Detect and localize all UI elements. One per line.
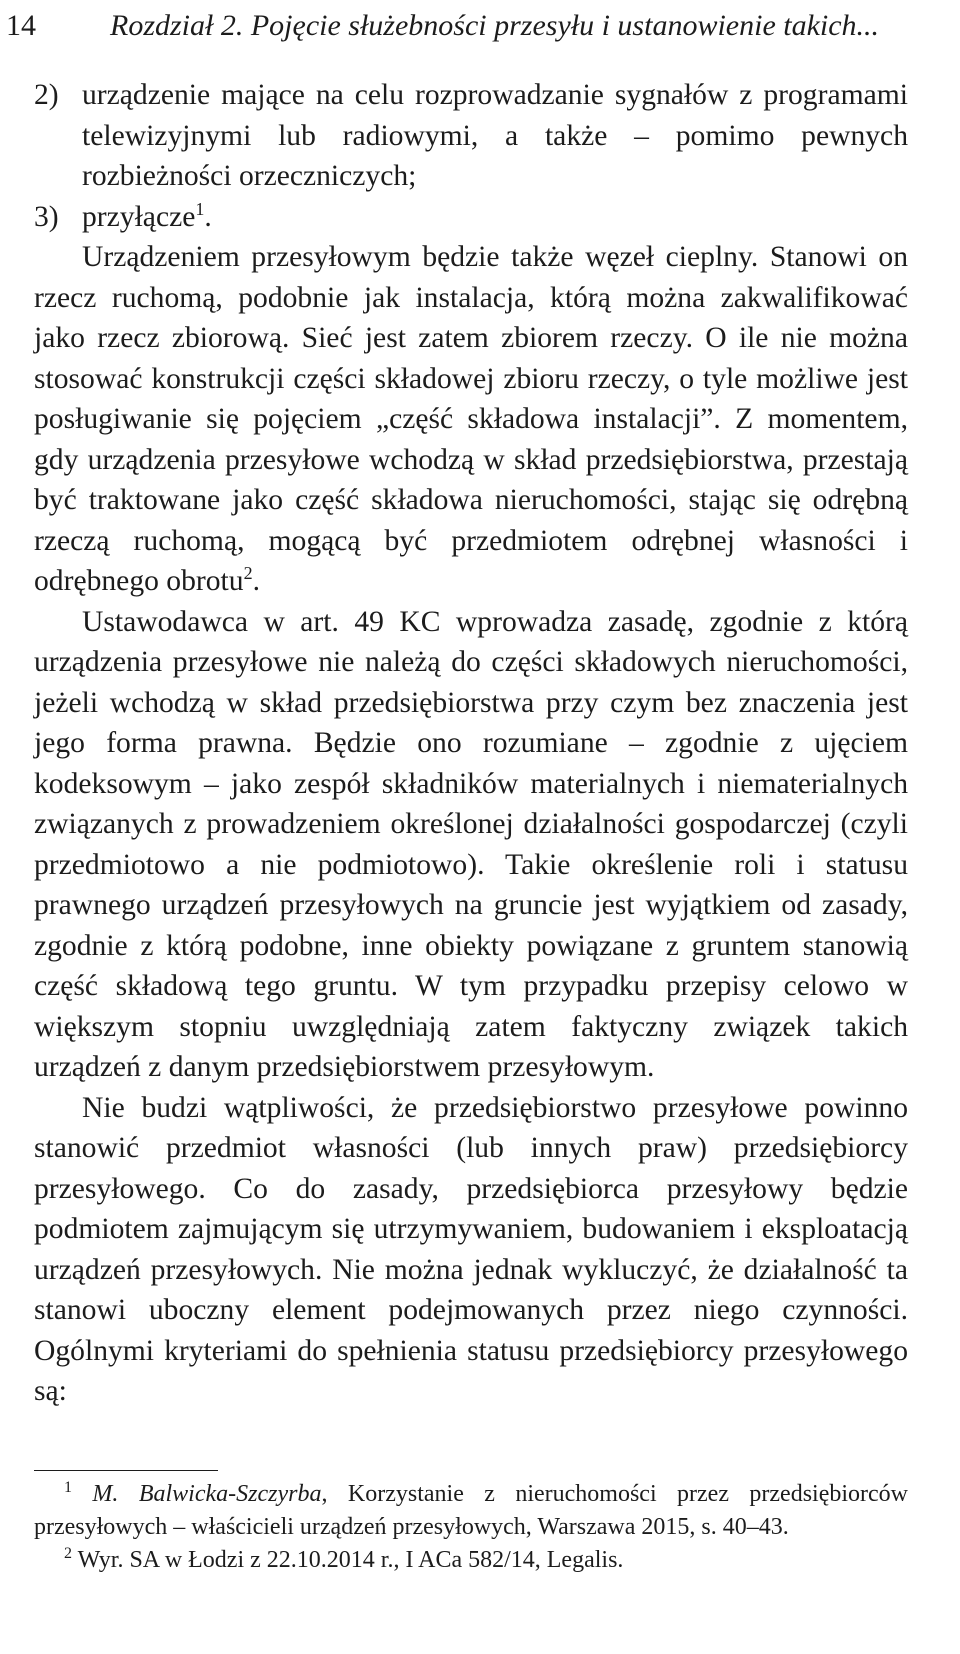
paragraph-tail: . (252, 565, 260, 597)
list-item-number: 3) (34, 200, 59, 233)
footnote-number: 1 (64, 1479, 72, 1496)
list-item-number: 2) (34, 79, 59, 111)
footnote-author: M. Balwicka-Szczyrba (92, 1481, 322, 1507)
footnotes (34, 1478, 908, 1577)
footnote-text: Wyr. SA w Łodzi z 22.10.2014 r., I ACa 582/14, Legalis. (77, 1547, 624, 1573)
footnote-text: , Korzystanie z nieruchomości przez przedsiębiorców przesyłowych – właścicieli urządzeń przesyłowych, Warszawa 2015, s. 40–43. (34, 1481, 909, 1540)
footnote-number: 2 (64, 1545, 72, 1562)
list-item-text: urządzenie mające na celu rozprowadzanie sygnałów z programami telewizyjnymi lub radiowymi, a także – pomimo pewnych rozbieżności orzeczniczych; (82, 79, 908, 192)
paragraph (34, 1088, 908, 1412)
page-number: 14 (6, 9, 36, 42)
footnote-ref: 1 (195, 198, 205, 219)
footnote-ref: 2 (243, 563, 253, 584)
paragraph-text: Ustawodawca w art. 49 KC wprowadza zasadę, zgodnie z którą urządzenia przesyłowe nie należą do części składowych nieruchomości, jeżeli wchodzą w skład przedsiębiorstwa przy czym bez znaczenia jest jego forma prawna. Będzie ono rozumiane – zgodnie z ujęciem kodeksowym – jako zespół składników materialnych i niematerialnych związanych z prowadzeniem określonej działalności gospodarczej (czyli przedmiotowo a nie podmiotowo). Takie określenie roli i statusu prawnego urządzeń przesyłowych na gruncie jest wyjątkiem od zasady, zgodnie z którą podobne, inne obiekty powiązane z gruntem stanowią część składową tego gruntu. W tym przypadku przepisy celowo w większym stopniu uwzględniają zatem faktyczny związek takich urządzeń z danym przedsiębiorstwem przesyłowym. (34, 605, 908, 1083)
list-item-tail: . (204, 200, 212, 233)
page-header (0, 6, 960, 56)
paragraph (34, 237, 908, 602)
list-item (34, 197, 908, 238)
paragraph (34, 602, 908, 1088)
paragraph-text: Urządzeniem przesyłowym będzie także węzeł cieplny. Stanowi on rzecz ruchomą, podobnie jak instalacja, którą można zakwalifikować jako rzecz zbiorową. Sieć jest zatem zbiorem rzeczy. O ile nie można stosować konstrukcji części składowej zbioru rzeczy, o tyle możliwe jest posługiwanie się pojęciem „część składowa instalacji”. Z momentem, gdy urządzenia przesyłowe wchodzą w skład przedsiębiorstwa, przestają być traktowane jako część składowa nieruchomości, stając się odrębną rzeczą ruchomą, mogącą być przedmiotem odrębnej własności i odrębnego obrotu (34, 241, 908, 597)
list-item-text: przyłącze (82, 200, 196, 233)
body-text (34, 75, 908, 1412)
running-title: Rozdział 2. Pojęcie służebności przesyłu i ustanowienie takich... (110, 9, 880, 42)
footnote (34, 1544, 908, 1577)
paragraph-text: Nie budzi wątpliwości, że przedsiębiorstwo przesyłowe powinno stanowić przedmiot własności (lub innych praw) przedsiębiorcy przesyłowego. Co do zasady, przedsiębiorca przesyłowy będzie podmiotem zajmującym się utrzymywaniem, budowaniem i eksploatacją urządzeń przesyłowych. Nie można jednak wykluczyć, że działalność ta stanowi uboczny element podejmowanych przez niego czynności. Ogólnymi kryteriami do spełnienia statusu przedsiębiorcy przesyłowego są: (34, 1091, 908, 1407)
footnote-divider (34, 1470, 218, 1471)
list-item (34, 75, 908, 197)
footnote (34, 1478, 908, 1544)
